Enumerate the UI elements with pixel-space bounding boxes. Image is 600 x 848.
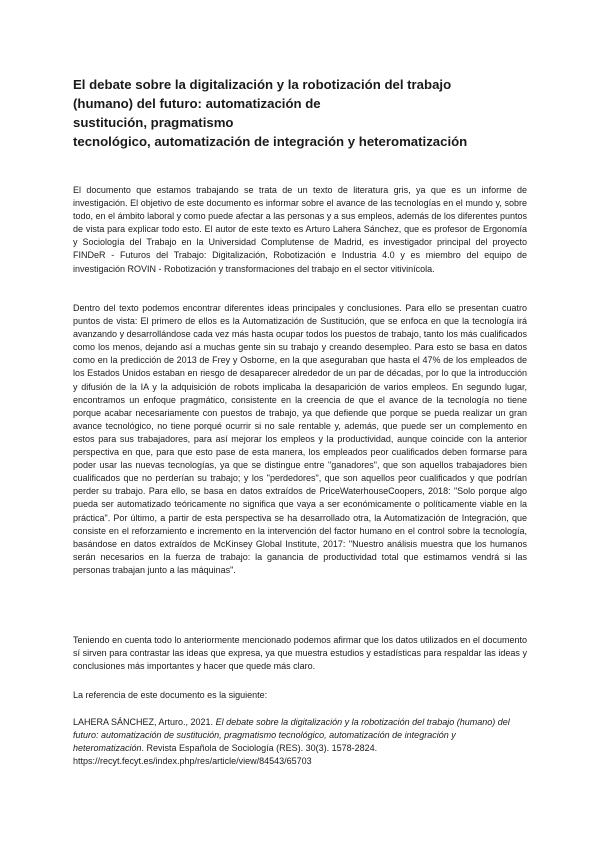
paragraph-reference-intro: La referencia de este documento es la siguiente: — [73, 690, 268, 700]
paragraph-conclusion: Teniendo en cuenta todo lo anteriormente mencionado podemos afirmar que los datos utilizados en el documento sí sirven para contrastar las ideas que expresa, ya que muestra estudios y estadísticas para respaldar las ideas y conclusiones más importantes y hacer que quede más claro. — [73, 635, 527, 672]
title-line-2: (humano) del futuro: automatización de — [73, 96, 321, 111]
reference-author: LAHERA SÁNCHEZ, Arturo., 2021. — [73, 717, 216, 727]
paragraph-intro: El documento que estamos trabajando se trata de un texto de literatura gris, ya que es un informe de investigación. El objetivo de este documento es informar sobre el avance de las tecnologías en el mundo y, sobre todo, en el ámbito laboral y como puede afectar a las personas y a sus empleos, además de los diferentes puntos de vista para explicar todo esto. El autor de este texto es Arturo Lahera Sánchez, que es profesor de Ergonomía y Sociología del Trabajo en la Universidad Complutense de Madrid, es investigador principal del proyecto FINDeR - Futuros del Trabajo: Digitalización, Robotización e Industria 4.0 y es miembro del equipo de investigación ROVIN - Robotización y transformaciones del trabajo en el sector vitivinícola. — [73, 185, 527, 274]
document-title — [73, 75, 533, 151]
reference-citation — [73, 716, 527, 768]
paragraph-main-ideas: Dentro del texto podemos encontrar diferentes ideas principales y conclusiones. Para ello se presentan cuatro puntos de vista: El primero de ellos es la Automatización de Sustitución, que se enfoca en que la tecnología irá avanzando y desarrollándose cada vez más hasta ocupar todos los puestos de trabajo, tanto los más cualificados como los menos, dejando así a muchas gente sin su trabajo y creando desempleo. Para esto se basa en datos como en la predicción de 2013 de Frey y Osborne, en la que aseguraban que hasta el 47% de los empleados de los Estados Unidos estaban en riesgo de desaparecer alrededor de un par de décadas, por lo que la introducción y difusión de la IA y la adquisición de robots implicaba la desaparición de varios empleos. En segundo lugar, encontramos un enfoque pragmático, consistente en la creencia de que el avance de la tecnología no tiene porque acabar necesariamente con puestos de trabajo, ya que defiende que porque se pueda realizar un gran avance tecnológico, no tiene porqué ocurrir si no sale rentable y, además, que puede ser un complemento en estos para sus trabajadores, para así mejorar los empleos y la productividad, aunque coincide con la anterior perspectiva en que, para que esto pase de esta manera, los empleados peor cualificados deben formarse para poder usar las nuevas tecnologías, ya que se distingue entre "ganadores", que son aquellos trabajadores bien cualificados que no perderían su trabajo; y los "perdedores", que son aquellos peor cualificados y que podrían perder su trabajo. Para ello, se basa en datos extraídos de PriceWaterhouseCoopers, 2018: "Solo porque algo pueda ser automatizado teóricamente no significa que vaya a ser económicamente o políticamente viable en la práctica". Por último, a partir de esta perspectiva se ha desarrollado otra, la Automatización de Integración, que consiste en el reforzamiento e incremento en la intervención del factor humano en el control sobre la tecnología, basándose en datos extraídos de McKinsey Global Institute, 2017: "Nuestro análisis muestra que los humanos serán necesarios en la fuerza de trabajo: la ganancia de productividad total que estimamos vendrá si las personas trabajan junto a las máquinas". — [73, 303, 527, 575]
title-line-4: tecnológico, automatización de integración y heteromatización — [73, 134, 468, 149]
reference-title: El debate sobre la digitalización y la robotización del trabajo (humano) del futuro: automatización de sustitución, pragmatismo tecnológico, automatización de integración y heteromatización — [73, 717, 510, 754]
reference-url[interactable]: https://recyt.fecyt.es/index.php/res/article/view/84543/65703 — [73, 756, 312, 767]
title-line-1: El debate sobre la digitalización y la robotización del trabajo — [73, 77, 452, 92]
title-line-3: sustitución, pragmatismo — [73, 115, 234, 130]
reference-source: . Revista Española de Sociología (RES). 30(3). 1578-2824. — [141, 743, 378, 754]
